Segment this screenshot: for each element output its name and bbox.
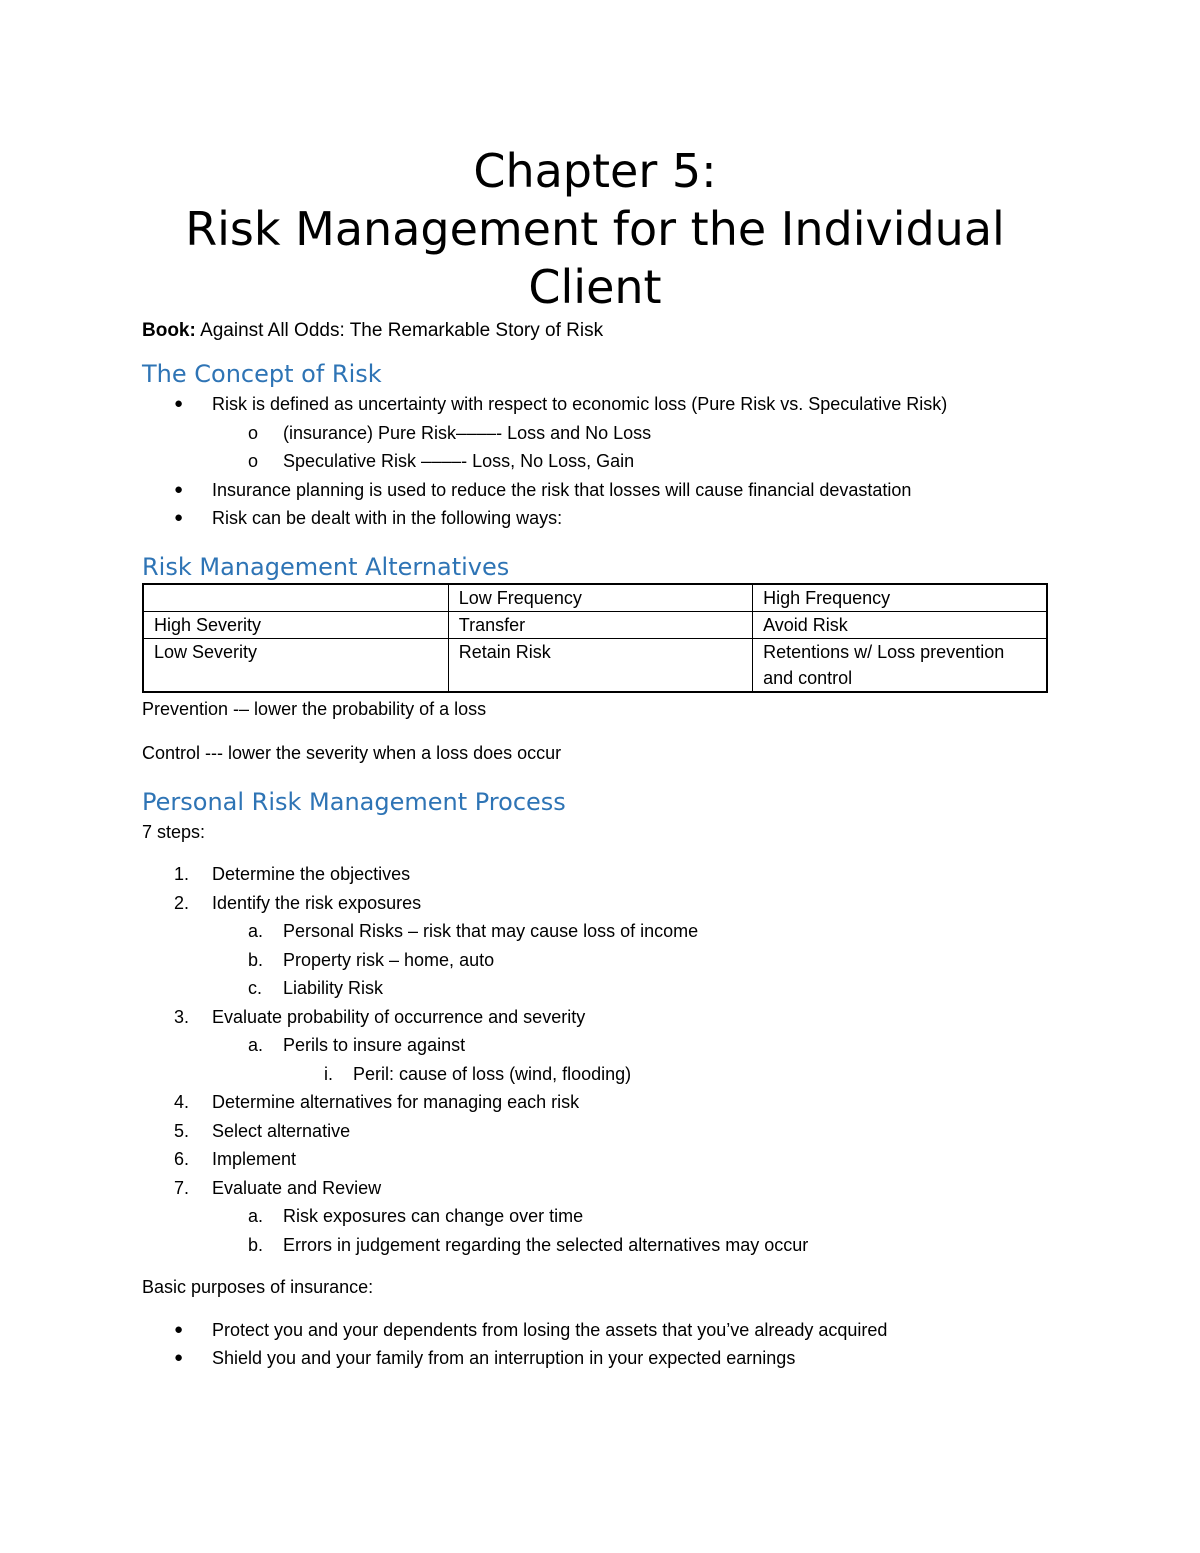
steps-list [142, 860, 1048, 1259]
table-cell: Avoid Risk [753, 611, 1047, 638]
list-item [142, 419, 1048, 448]
list-marker: 7. [174, 1177, 190, 1198]
list-item [142, 946, 1048, 975]
list-item [142, 1344, 1048, 1373]
list-marker: i. [324, 1063, 333, 1084]
purposes-list [142, 1316, 1048, 1373]
prevention-text: Prevention -– lower the probability of a loss [142, 698, 487, 719]
list-item [142, 889, 1048, 918]
control-text: Control --- lower the severity when a loss does occur [142, 743, 562, 763]
list-marker: 3. [174, 1006, 190, 1027]
list-item [142, 1031, 1048, 1060]
title-line-2: Risk Management for the Individual [185, 202, 1005, 256]
list-item [142, 1145, 1048, 1174]
steps-intro: 7 steps: [142, 821, 206, 842]
list-item-text: Protect you and your dependents from losing the assets that you’ve already acquired [212, 1319, 888, 1340]
list-item-text: Personal Risks – risk that may cause loss of income [283, 921, 699, 941]
list-item [142, 974, 1048, 1003]
title-line-1: Chapter 5: [473, 144, 717, 198]
list-item [142, 447, 1048, 476]
list-item [142, 504, 1048, 533]
list-item [142, 1088, 1048, 1117]
list-item-text: Evaluate and Review [212, 1177, 382, 1198]
list-item [142, 1003, 1048, 1032]
heading-concept-of-risk: The Concept of Risk [142, 360, 382, 388]
table-cell: High Frequency [753, 584, 1047, 612]
list-item-text: Errors in judgement regarding the selected alternatives may occur [283, 1234, 809, 1255]
list-item-text: Determine the objectives [212, 864, 411, 884]
table-cell [143, 584, 448, 612]
sub-bullet-icon: o [248, 422, 259, 443]
list-marker: 5. [174, 1120, 190, 1141]
table-cell: Retain Risk [448, 638, 752, 692]
book-title: Against All Odds: The Remarkable Story of Risk [200, 320, 604, 341]
list-marker: a. [248, 1035, 264, 1055]
table-row [143, 584, 1047, 612]
list-item-text: Property risk – home, auto [283, 949, 495, 970]
list-item-text: Select alternative [212, 1120, 351, 1141]
list-item [142, 1202, 1048, 1231]
list-marker: a. [248, 921, 264, 941]
list-item [142, 1117, 1048, 1146]
list-item [142, 390, 1048, 419]
list-marker: 4. [174, 1092, 190, 1112]
heading-risk-management-alternatives: Risk Management Alternatives [142, 552, 510, 581]
book-label: Book: [142, 320, 196, 341]
list-item-text: Determine alternatives for managing each risk [212, 1092, 580, 1112]
table-row [143, 611, 1047, 638]
list-item-text: Risk can be dealt with in the following ways: [212, 508, 563, 528]
list-item-text: Identify the risk exposures [212, 892, 422, 913]
table-cell: High Severity [143, 611, 448, 638]
list-item [142, 1316, 1048, 1345]
title-line-3: Client [528, 260, 662, 314]
table-cell: Retentions w/ Loss prevention and control [753, 638, 1047, 692]
purposes-intro: Basic purposes of insurance: [142, 1277, 374, 1297]
list-item-text: Evaluate probability of occurrence and severity [212, 1006, 586, 1027]
list-item-text: Peril: cause of loss (wind, flooding) [353, 1063, 632, 1084]
list-item-text: Risk is defined as uncertainty with respect to economic loss (Pure Risk vs. Speculative Risk) [212, 394, 948, 414]
list-marker: b. [248, 1234, 264, 1255]
list-item-text: Perils to insure against [283, 1035, 466, 1055]
table-cell: Low Frequency [448, 584, 752, 612]
bullet-icon: ● [174, 1349, 184, 1366]
list-item-text: Risk exposures can change over time [283, 1206, 584, 1226]
list-item-text: Insurance planning is used to reduce the risk that losses will cause financial devastation [212, 479, 912, 500]
list-item [142, 917, 1048, 946]
list-item [142, 860, 1048, 889]
sub-bullet-icon: o [248, 451, 259, 471]
concept-list [142, 390, 1048, 533]
chapter-title [142, 142, 1048, 316]
heading-personal-risk-process: Personal Risk Management Process [142, 787, 566, 816]
bullet-icon: ● [174, 480, 184, 498]
bullet-icon: ● [174, 509, 184, 526]
list-marker: c. [248, 978, 263, 998]
risk-alternatives-table [142, 583, 1048, 693]
list-item-text: Liability Risk [283, 978, 384, 998]
list-marker: b. [248, 949, 264, 970]
list-marker: a. [248, 1206, 264, 1226]
list-item-text: (insurance) Pure Risk––––- Loss and No Loss [283, 422, 652, 443]
document-page [142, 142, 1048, 1373]
list-item-text: Speculative Risk ––––- Loss, No Loss, Gain [283, 451, 635, 471]
list-item [142, 1060, 1048, 1089]
list-item [142, 476, 1048, 505]
list-marker: 2. [174, 892, 190, 913]
bullet-icon: ● [174, 1320, 184, 1338]
list-marker: 6. [174, 1149, 190, 1169]
bullet-icon: ● [174, 395, 184, 412]
table-row [143, 638, 1047, 692]
list-item [142, 1174, 1048, 1203]
book-reference [142, 318, 1048, 344]
table-cell: Transfer [448, 611, 752, 638]
table-cell: Low Severity [143, 638, 448, 692]
list-marker: 1. [174, 864, 190, 884]
list-item-text: Shield you and your family from an interruption in your expected earnings [212, 1348, 796, 1368]
list-item [142, 1231, 1048, 1260]
list-item-text: Implement [212, 1149, 297, 1169]
